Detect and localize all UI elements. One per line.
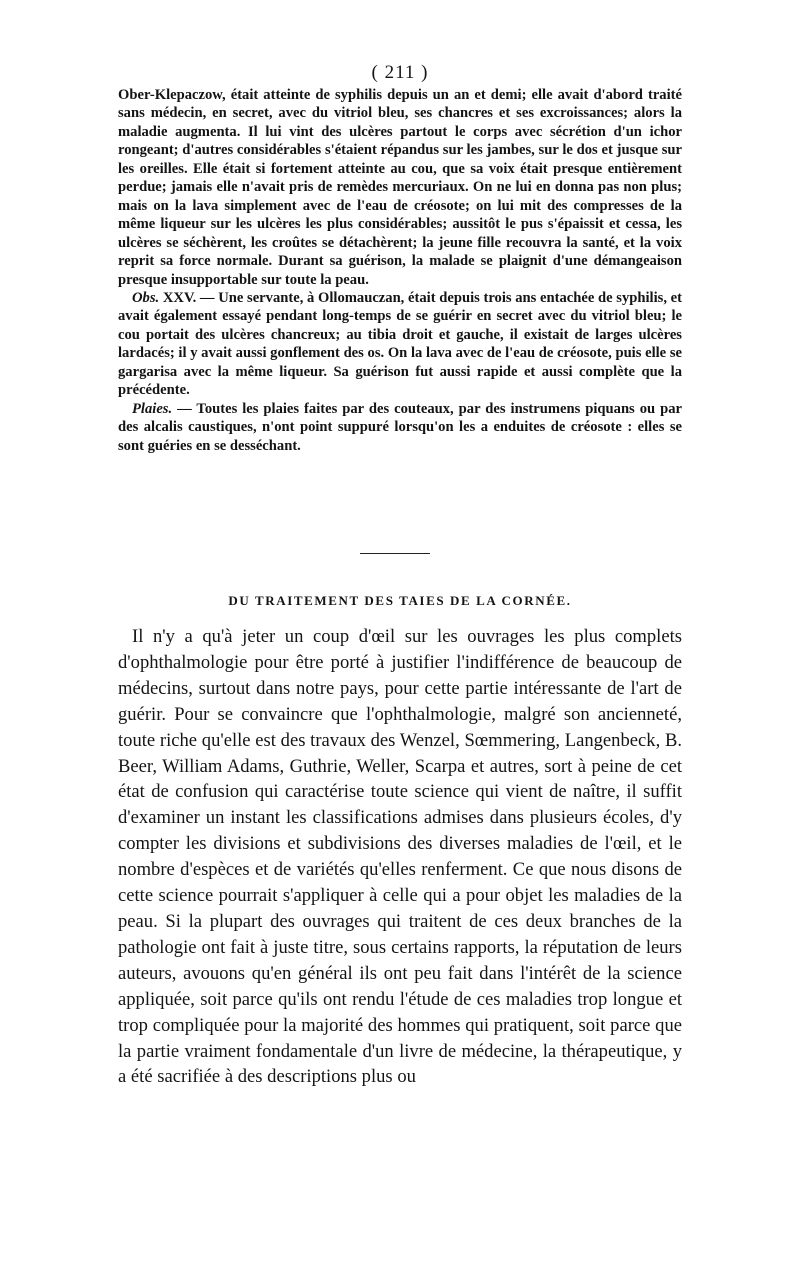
main-body — [118, 624, 682, 1090]
main-paragraph: Il n'y a qu'à jeter un coup d'œil sur les ouvrages les plus complets d'ophthalmologie pour être porté à justifier l'indifférence de beaucoup de médecins, surtout dans notre pays, pour cette partie intéressante de l'art de guérir. Pour se convaincre que l'ophthalmologie, malgré son ancienneté, toute riche qu'elle est des travaux des Wenzel, Sœmmering, Langenbeck, B. Beer, William Adams, Guthrie, Weller, Scarpa et autres, sort à peine de cet état de confusion qui caractérise toute science qui vient de naître, il suffit d'examiner un instant les classifications admises dans plusieurs écoles, d'y compter les divisions et subdivisions des diverses maladies de l'œil, et le nombre d'espèces et de variétés qu'elles renferment. Ce que nous disons de cette science pourrait s'appliquer à celle qui a pour objet les maladies de la peau. Si la plupart des ouvrages qui traitent de ces deux branches de la pathologie ont fait à juste titre, sous certains rapports, la réputation de leurs auteurs, avouons qu'en général ils ont peu fait dans l'intérêt de la science appliquée, soit parce qu'ils ont rendu l'étude de ces maladies trop longue et trop compliquée pour la majorité des hommes qui pratiquent, soit parce que la partie vraiment fondamentale d'un livre de médecine, la thérapeutique, y a été sacrifiée à des descriptions plus ou — [118, 626, 682, 1088]
paragraph-case-continuation: Ober-Klepaczow, était atteinte de syphilis depuis un an et demi; elle avait d'abord traité sans médecin, en secret, avec du vitriol bleu, ses chancres et ses excroissances; alors la maladie augmenta. Il lui vint des ulcères partout le corps avec sécrétion d'un ichor rongeant; d'autres considérables s'étaient répandus sur les jambes, sur le dos et jusque sur les oreilles. Elle était si fortement atteinte au cou, que sa voix était presque entièrement perdue; jamais elle n'avait pris de remèdes mercuriaux. On ne lui en donna pas non plus; mais on la lava simplement avec de l'eau de créosote; on lui mit des compresses de la même liqueur sur les ulcères les plus considérables; aussitôt le pus s'épaissit et cessa, les ulcères se séchèrent, les croûtes se détachèrent; la jeune fille recouvra la santé, et la voix reprit sa force normale. Durant sa guérison, la malade se plaignit d'une démangeaison presque insupportable sur toute la peau. — [118, 87, 682, 288]
obs-label: Obs. — [132, 289, 160, 306]
section-divider — [360, 553, 430, 554]
case-observations — [118, 86, 682, 455]
page-number: ( 211 ) — [371, 62, 429, 83]
paragraph-obs-xxv — [118, 289, 682, 400]
paragraph-plaies — [118, 400, 682, 455]
obs-xxv-text: — Une servante, à Ollomauczan, était depuis trois ans entachée de syphilis, et avait également essayé pendant long-temps de se guérir en secret avec du vitriol bleu; le cou portait des ulcères chancreux; au tibia droit et gauche, il existait de larges ulcères lardacés; il y avait aussi gonflement des os. On la lava avec de l'eau de créosote, puis elle se gargarisa avec la même liqueur. Sa guérison fut aussi rapide et aussi complète que la précédente. — [118, 289, 682, 399]
plaies-text: — Toutes les plaies faites par des couteaux, par des instrumens piquans ou par des alcalis caustiques, n'ont point suppuré lorsqu'on les a enduites de créosote : elles se sont guéries en se desséchant. — [118, 400, 682, 454]
plaies-label: Plaies. — [132, 400, 173, 417]
obs-number: XXV. — [162, 289, 197, 306]
section-title: DU TRAITEMENT DES TAIES DE LA CORNÉE. — [228, 593, 572, 608]
